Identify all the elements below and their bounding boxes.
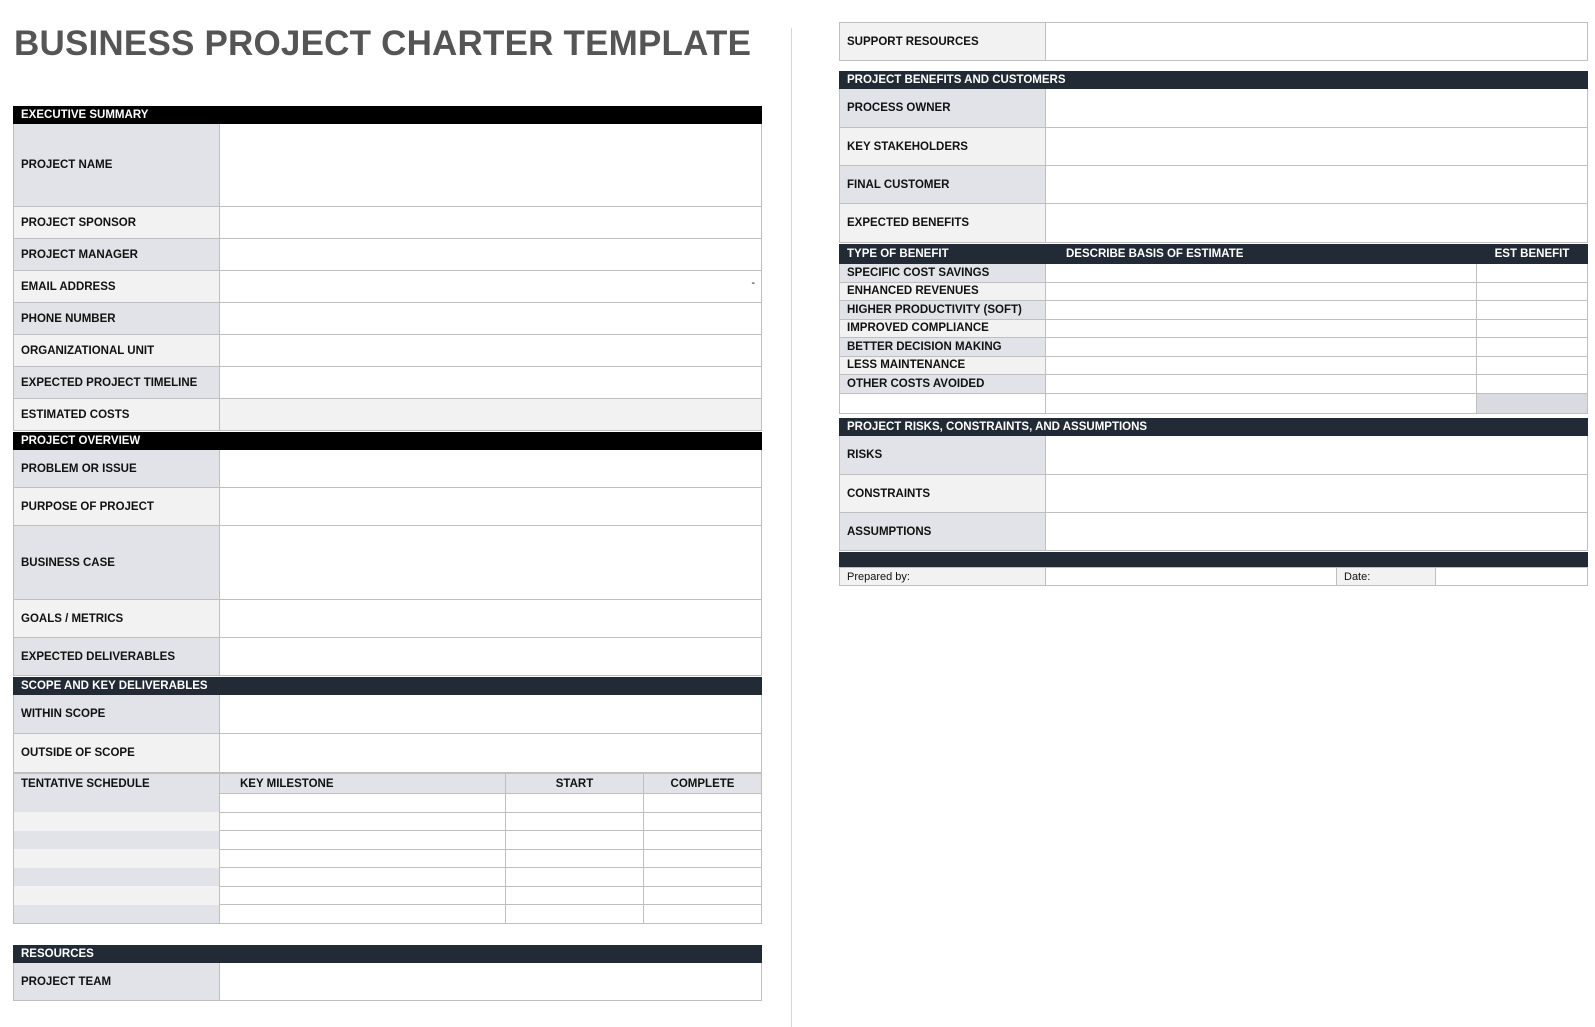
purpose-of-project-field[interactable] bbox=[220, 488, 761, 525]
row-label: ASSUMPTIONS bbox=[840, 513, 1046, 550]
row-support-resources bbox=[839, 22, 1588, 61]
schedule-shade-cell bbox=[14, 868, 220, 887]
total-blank-cell bbox=[1046, 393, 1477, 413]
est-benefit-cell[interactable] bbox=[1477, 375, 1588, 394]
date-field[interactable] bbox=[1436, 568, 1588, 586]
row-within-scope bbox=[13, 695, 762, 734]
support-resources-field[interactable] bbox=[1046, 23, 1587, 60]
schedule-shade-cell bbox=[14, 886, 220, 905]
signature-table bbox=[839, 567, 1588, 586]
column-basis-of-estimate: DESCRIBE BASIS OF ESTIMATE bbox=[1046, 245, 1477, 264]
est-benefit-cell[interactable] bbox=[1477, 264, 1588, 283]
row-risks bbox=[839, 436, 1588, 475]
email-address-field[interactable] bbox=[220, 271, 761, 302]
row-estimated-costs bbox=[13, 399, 762, 431]
final-customer-field[interactable] bbox=[1046, 166, 1587, 203]
complete-cell[interactable] bbox=[644, 794, 762, 813]
prepared-by-field[interactable] bbox=[1046, 568, 1337, 586]
row-key-stakeholders bbox=[839, 128, 1588, 166]
column-start: START bbox=[506, 774, 644, 794]
benefit-row bbox=[840, 264, 1588, 283]
assumptions-field[interactable] bbox=[1046, 513, 1587, 550]
benefit-type: SPECIFIC COST SAVINGS bbox=[840, 264, 1046, 283]
row-label: EXPECTED DELIVERABLES bbox=[14, 638, 220, 675]
risks-field[interactable] bbox=[1046, 436, 1587, 474]
start-cell[interactable] bbox=[506, 794, 644, 813]
milestone-cell[interactable] bbox=[220, 886, 506, 905]
start-cell[interactable] bbox=[506, 831, 644, 850]
milestone-cell[interactable] bbox=[220, 794, 506, 813]
basis-cell[interactable] bbox=[1046, 264, 1477, 283]
row-label: OUTSIDE OF SCOPE bbox=[14, 734, 220, 772]
row-label: ORGANIZATIONAL UNIT bbox=[14, 335, 220, 366]
benefit-row bbox=[840, 356, 1588, 375]
schedule-row bbox=[14, 812, 762, 831]
start-cell[interactable] bbox=[506, 868, 644, 887]
row-label: SUPPORT RESOURCES bbox=[840, 23, 1046, 60]
row-process-owner bbox=[839, 89, 1588, 128]
row-final-customer bbox=[839, 166, 1588, 204]
row-label: PROJECT MANAGER bbox=[14, 239, 220, 270]
row-goals-metrics bbox=[13, 600, 762, 638]
row-label: PROJECT TEAM bbox=[14, 963, 220, 1000]
row-purpose-of-project bbox=[13, 488, 762, 526]
milestone-cell[interactable] bbox=[220, 868, 506, 887]
row-email-address bbox=[13, 271, 762, 303]
row-label: BUSINESS CASE bbox=[14, 526, 220, 599]
row-constraints bbox=[839, 475, 1588, 513]
complete-cell[interactable] bbox=[644, 812, 762, 831]
row-organizational-unit bbox=[13, 335, 762, 367]
start-cell[interactable] bbox=[506, 886, 644, 905]
row-label: EXPECTED PROJECT TIMELINE bbox=[14, 367, 220, 398]
schedule-row bbox=[14, 794, 762, 813]
row-label: WITHIN SCOPE bbox=[14, 695, 220, 733]
column-complete: COMPLETE bbox=[644, 774, 762, 794]
tentative-schedule-table bbox=[13, 773, 762, 924]
milestone-cell[interactable] bbox=[220, 831, 506, 850]
project-sponsor-field[interactable] bbox=[220, 207, 761, 238]
schedule-shade-cell bbox=[14, 812, 220, 831]
row-label: EXPECTED BENEFITS bbox=[840, 204, 1046, 242]
organizational-unit-field[interactable] bbox=[220, 335, 761, 366]
column-type-of-benefit: TYPE OF BENEFIT bbox=[840, 245, 1046, 264]
basis-cell[interactable] bbox=[1046, 338, 1477, 357]
milestone-cell[interactable] bbox=[220, 905, 506, 924]
basis-cell[interactable] bbox=[1046, 319, 1477, 338]
business-case-field[interactable] bbox=[220, 526, 761, 599]
row-problem-or-issue bbox=[13, 450, 762, 488]
benefit-row bbox=[840, 319, 1588, 338]
benefit-row bbox=[840, 338, 1588, 357]
row-label: EMAIL ADDRESS bbox=[14, 271, 220, 302]
est-benefit-cell[interactable] bbox=[1477, 319, 1588, 338]
expected-benefits-field[interactable] bbox=[1046, 204, 1587, 242]
prepared-by-label: Prepared by: bbox=[840, 568, 1046, 586]
start-cell[interactable] bbox=[506, 849, 644, 868]
start-cell[interactable] bbox=[506, 905, 644, 924]
benefits-table bbox=[839, 244, 1588, 414]
est-benefit-cell[interactable] bbox=[1477, 282, 1588, 301]
row-phone-number bbox=[13, 303, 762, 335]
estimated-costs-field[interactable] bbox=[220, 399, 761, 430]
est-benefit-cell[interactable] bbox=[1477, 301, 1588, 320]
start-cell[interactable] bbox=[506, 812, 644, 831]
row-expected-deliverables bbox=[13, 638, 762, 676]
row-business-case bbox=[13, 526, 762, 600]
expected-project-timeline-field[interactable] bbox=[220, 367, 761, 398]
constraints-field[interactable] bbox=[1046, 475, 1587, 512]
benefit-row bbox=[840, 301, 1588, 320]
total-blank-cell bbox=[840, 393, 1046, 413]
row-label: KEY STAKEHOLDERS bbox=[840, 128, 1046, 165]
row-project-sponsor bbox=[13, 207, 762, 239]
row-label: FINAL CUSTOMER bbox=[840, 166, 1046, 203]
schedule-shade-cell bbox=[14, 905, 220, 924]
row-label: GOALS / METRICS bbox=[14, 600, 220, 637]
row-expected-benefits bbox=[839, 204, 1588, 243]
benefit-type: OTHER COSTS AVOIDED bbox=[840, 375, 1046, 394]
row-label: CONSTRAINTS bbox=[840, 475, 1046, 512]
project-manager-field[interactable] bbox=[220, 239, 761, 270]
row-label: PROCESS OWNER bbox=[840, 89, 1046, 127]
column-est-benefit: EST BENEFIT bbox=[1477, 245, 1588, 264]
row-outside-of-scope bbox=[13, 734, 762, 773]
row-label: PROBLEM OR ISSUE bbox=[14, 450, 220, 487]
complete-cell[interactable] bbox=[644, 849, 762, 868]
basis-cell[interactable] bbox=[1046, 375, 1477, 394]
row-label: PROJECT NAME bbox=[14, 124, 220, 206]
est-benefit-cell[interactable] bbox=[1477, 338, 1588, 357]
phone-number-field[interactable] bbox=[220, 303, 761, 334]
within-scope-field[interactable] bbox=[220, 695, 761, 733]
schedule-row bbox=[14, 831, 762, 850]
schedule-shade-cell bbox=[14, 849, 220, 868]
column-divider bbox=[791, 28, 792, 1027]
page-title: BUSINESS PROJECT CHARTER TEMPLATE bbox=[14, 24, 752, 63]
section-header-risks: PROJECT RISKS, CONSTRAINTS, AND ASSUMPTIONS bbox=[839, 418, 1588, 436]
section-header-executive-summary: EXECUTIVE SUMMARY bbox=[13, 106, 762, 124]
schedule-row bbox=[14, 905, 762, 924]
benefit-type: HIGHER PRODUCTIVITY (SOFT) bbox=[840, 301, 1046, 320]
row-project-team bbox=[13, 963, 762, 1001]
process-owner-field[interactable] bbox=[1046, 89, 1587, 127]
row-project-manager bbox=[13, 239, 762, 271]
est-benefit-total-cell[interactable] bbox=[1477, 393, 1588, 413]
basis-cell[interactable] bbox=[1046, 282, 1477, 301]
key-stakeholders-field[interactable] bbox=[1046, 128, 1587, 165]
row-label: PHONE NUMBER bbox=[14, 303, 220, 334]
section-header-scope: SCOPE AND KEY DELIVERABLES bbox=[13, 677, 762, 695]
schedule-row bbox=[14, 868, 762, 887]
schedule-shade-cell bbox=[14, 794, 220, 813]
problem-or-issue-field[interactable] bbox=[220, 450, 761, 487]
benefit-type: LESS MAINTENANCE bbox=[840, 356, 1046, 375]
benefit-type: ENHANCED REVENUES bbox=[840, 282, 1046, 301]
date-label: Date: bbox=[1337, 568, 1436, 586]
row-label: PURPOSE OF PROJECT bbox=[14, 488, 220, 525]
basis-cell[interactable] bbox=[1046, 356, 1477, 375]
project-name-field[interactable] bbox=[220, 124, 761, 206]
row-assumptions bbox=[839, 513, 1588, 551]
complete-cell[interactable] bbox=[644, 886, 762, 905]
email-value: - bbox=[751, 277, 755, 289]
tentative-schedule-label: TENTATIVE SCHEDULE bbox=[14, 774, 220, 794]
row-label: ESTIMATED COSTS bbox=[14, 399, 220, 430]
milestone-cell[interactable] bbox=[220, 812, 506, 831]
row-label: PROJECT SPONSOR bbox=[14, 207, 220, 238]
row-label: RISKS bbox=[840, 436, 1046, 474]
milestone-cell[interactable] bbox=[220, 849, 506, 868]
complete-cell[interactable] bbox=[644, 868, 762, 887]
project-team-field[interactable] bbox=[220, 963, 761, 1000]
complete-cell[interactable] bbox=[644, 831, 762, 850]
schedule-shade-cell bbox=[14, 831, 220, 850]
row-project-name bbox=[13, 124, 762, 207]
schedule-row bbox=[14, 849, 762, 868]
benefit-row bbox=[840, 282, 1588, 301]
section-divider-bar bbox=[839, 552, 1588, 567]
expected-deliverables-field[interactable] bbox=[220, 638, 761, 675]
section-header-project-overview: PROJECT OVERVIEW bbox=[13, 432, 762, 450]
benefit-type: IMPROVED COMPLIANCE bbox=[840, 319, 1046, 338]
basis-cell[interactable] bbox=[1046, 301, 1477, 320]
section-header-resources: RESOURCES bbox=[13, 945, 762, 963]
outside-of-scope-field[interactable] bbox=[220, 734, 761, 772]
goals-metrics-field[interactable] bbox=[220, 600, 761, 637]
column-key-milestone: KEY MILESTONE bbox=[220, 774, 506, 794]
complete-cell[interactable] bbox=[644, 905, 762, 924]
benefit-type: BETTER DECISION MAKING bbox=[840, 338, 1046, 357]
section-header-benefits: PROJECT BENEFITS AND CUSTOMERS bbox=[839, 71, 1588, 89]
benefit-total-row bbox=[840, 393, 1588, 413]
benefit-row bbox=[840, 375, 1588, 394]
row-expected-project-timeline bbox=[13, 367, 762, 399]
est-benefit-cell[interactable] bbox=[1477, 356, 1588, 375]
schedule-row bbox=[14, 886, 762, 905]
